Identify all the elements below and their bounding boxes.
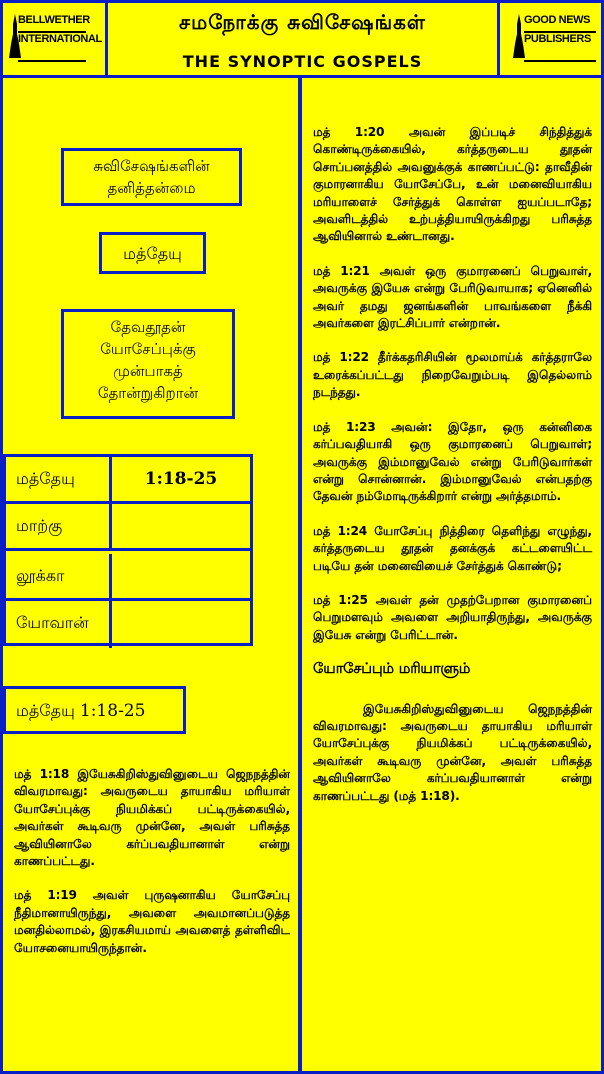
book-reference <box>112 504 250 548</box>
reference-table <box>3 454 253 646</box>
page-title-english: THE SYNOPTIC GOSPELS <box>182 52 423 71</box>
right-scripture-text <box>313 124 592 822</box>
verse-paragraph: மத் 1:22 தீர்க்கதரிசியின் மூலமாய்க் கர்த்தராலே உரைக்கப்பட்டது நிறைவேறும்படி இதெல்லாம் நடந்தது. <box>313 350 592 400</box>
verse-paragraph: மத் 1:21 அவள் ஒரு குமாரனைப் பெறுவாள், அவருக்கு இயேசு என்று பேரிடுவாயாக; ஏனெனில் அவர் தமது ஜனங்களின் பாவங்களை நீக்கி அவர்களை இரட்சிப்பார் என்றான். <box>313 263 592 331</box>
book-reference <box>112 601 250 648</box>
book-name: லூக்கா <box>6 554 112 598</box>
verse-paragraph: மத் 1:18 இயேசுகிறிஸ்துவினுடைய ஜெநநத்தின் விவரமாவது: அவருடைய தாயாகிய மரியாள் யோசேப்புக்கு நியமிக்கப் பட்டிருக்கையில், அவர்கள் கூடிவரு முன்னே, அவள் பரிசுத்த ஆவியினாலே கர்ப்பவதியானாள் என்று காணப்பட்டது. <box>14 767 290 869</box>
left-scripture-text <box>14 766 290 974</box>
verse-paragraph: மத் 1:25 அவள் தன் முதற்பேறான குமாரனைப் பெறுமளவும் அவளை அறியாதிருந்து, அவருக்கு இயேசு என்று பேரிட்டான். <box>313 592 592 642</box>
table-row <box>6 457 250 504</box>
section-subheading: யோசேப்பும் மரியாளும் <box>313 661 471 678</box>
book-name: யோவான் <box>6 601 112 648</box>
bellwether-logo <box>0 0 108 78</box>
passage-reference: 1:18-25 <box>79 701 146 721</box>
page-title-tamil: சமநோக்கு சுவிசேஷங்கள் <box>179 10 426 34</box>
passage-book: மத்தேயு <box>16 701 75 720</box>
verse-paragraph: மத் 1:20 அவன் இப்படிச் சிந்தித்துக் கொண்டிருக்கையில், கர்த்தருடைய தூதன் சொப்பனத்தில் அவனுக்குக் காணப்பட்டு: தாவீதின் குமாரனாகிய யோசேப்பே, உன் மனைவியாகிய மரியாளைச் சேர்த்துக் கொள்ள ஐயப்படாதே; அவளிடத்தில் உற்பத்தியாயிருக்கிறது பரிசுத்த ஆவியினால் உண்டானது. <box>313 125 592 244</box>
table-row <box>6 601 250 648</box>
good-news-logo <box>497 0 604 78</box>
passage-heading <box>3 686 186 734</box>
box-gospel-uniqueness: சுவிசேஷங்களின் தனித்தன்மை <box>61 148 242 206</box>
box-matthew: மத்தேயு <box>99 232 206 274</box>
table-row <box>6 504 250 551</box>
logo-right-text: GOOD NEWS PUBLISHERS <box>524 14 591 45</box>
logo-left-text: BELLWETHER INTERNATIONAL <box>18 14 102 45</box>
book-reference <box>112 554 250 598</box>
column-divider <box>298 78 302 1074</box>
verse-paragraph: மத் 1:23 அவன்: இதோ, ஒரு கன்னிகை கர்ப்பவதியாகி ஒரு குமாரனைப் பெறுவாள்; அவருக்கு இம்மானுவேல் என்று பேரிடுவார்கள் என்று சொன்னான். இம்மானுவேல் என்பதற்கு தேவன் நம்மோடிருக்கிறார் என்று அர்த்தமாம். <box>313 419 592 504</box>
verse-paragraph: மத் 1:24 யோசேப்பு நித்திரை தெளிந்து எழுந்து, கர்த்தருடைய தூதன் தனக்குக் கட்டளையிட்ட படியே தன் மனைவியைச் சேர்த்துக் கொண்டு; <box>313 523 592 573</box>
book-reference: 1:18-25 <box>144 469 218 489</box>
box-angel-appears: தேவதூதன் யோசேப்புக்கு முன்பாகத் தோன்றுகிறான் <box>61 309 235 419</box>
book-name: மாற்கு <box>6 504 112 548</box>
summary-paragraph: இயேசுகிறிஸ்துவினுடைய ஜெநநத்தின் விவரமாவது: அவருடைய தாயாகிய மரியாள் யோசேப்புக்கு நியமிக்கப் பட்டிருக்கையில், அவர்கள் கூடிவரு முன்னே, அவள் பரிசுத்த ஆவியினாலே கர்ப்பவதியானாள் என்று காணப்பட்டது (மத் 1:18). <box>313 701 592 803</box>
book-name: மத்தேயு <box>6 457 112 501</box>
table-row <box>6 554 250 601</box>
verse-paragraph: மத் 1:19 அவள் புருஷனாகிய யோசேப்பு நீதிமானாயிருந்து, அவளை அவமானப்படுத்த மனதில்லாமல், இரகசியமாய் அவளைத் தள்ளிவிட யோசனையாயிருந்தான். <box>14 888 290 955</box>
